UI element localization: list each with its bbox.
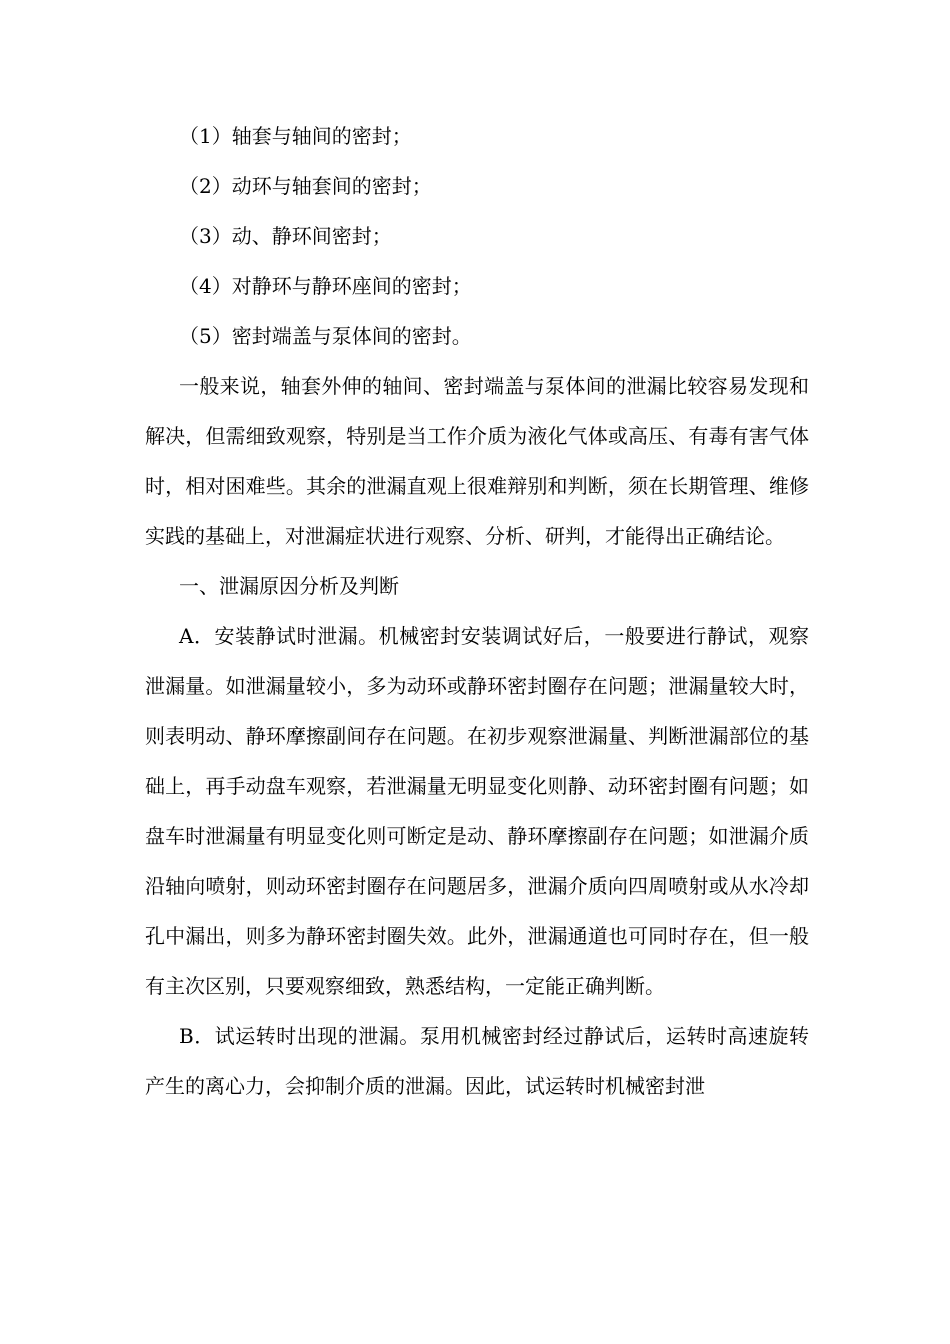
paragraph-a: A．安装静试时泄漏。机械密封安装调试好后，一般要进行静试，观察泄漏量。如泄漏量较小，多为动环或静环密封圈存在问题；泄漏量较大时，则表明动、静环摩擦副间存在问题。在初步观察泄漏量、判断泄漏部位的基础上，再手动盘车观察，若泄漏量无明显变化则静、动环密封圈有问题；如盘车时泄漏量有明显变化则可断定是动、静环摩擦副存在问题；如泄漏介质沿轴向喷射，则动环密封圈存在问题居多，泄漏介质向四周喷射或从水冷却孔中漏出，则多为静环密封圈失效。此外，泄漏通道也可同时存在，但一般有主次区别，只要观察细致，熟悉结构，一定能正确判断。 [145, 624, 809, 998]
document-body [145, 111, 809, 1111]
list-item: （4）对静环与静环座间的密封； [179, 274, 472, 298]
list-item: （1）轴套与轴间的密封； [179, 124, 412, 148]
list-item: （5）密封端盖与泵体间的密封。 [179, 324, 472, 348]
list-item: （2）动环与轴套间的密封； [179, 174, 432, 198]
intro-paragraph: 一般来说，轴套外伸的轴间、密封端盖与泵体间的泄漏比较容易发现和解决，但需细致观察，特别是当工作介质为液化气体或高压、有毒有害气体时，相对困难些。其余的泄漏直观上很难辩别和判断，须在长期管理、维修实践的基础上，对泄漏症状进行观察、分析、研判，才能得出正确结论。 [145, 374, 809, 548]
section-heading: 一、泄漏原因分析及判断 [179, 574, 399, 598]
list-item: （3）动、静环间密封； [179, 224, 392, 248]
paragraph-b: B．试运转时出现的泄漏。泵用机械密封经过静试后，运转时高速旋转产生的离心力，会抑制介质的泄漏。因此，试运转时机械密封泄 [145, 1024, 809, 1098]
